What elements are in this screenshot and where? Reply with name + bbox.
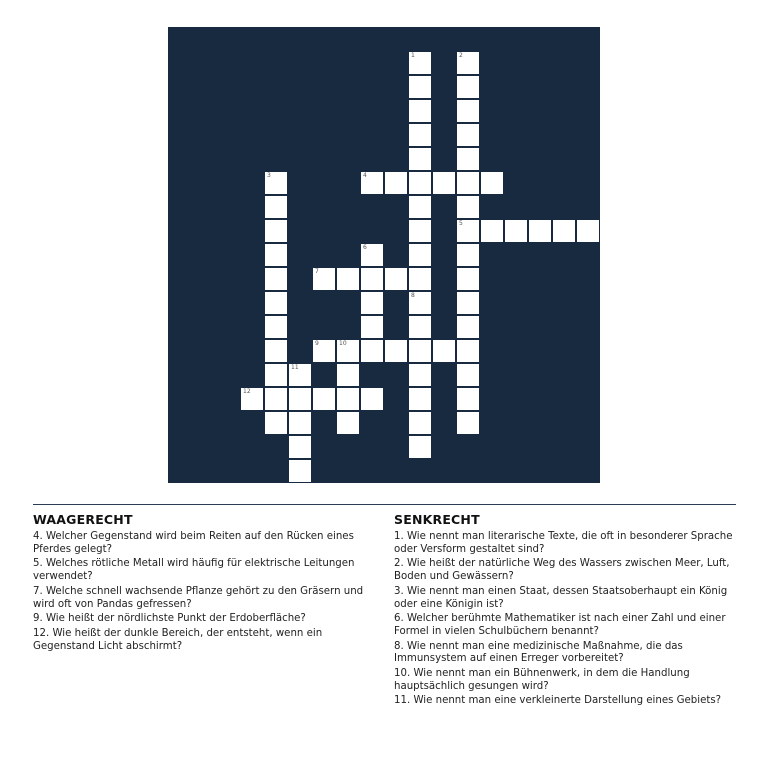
down-clue: 10. Wie nennt man ein Bühnenwerk, in dem die Handlung hauptsächlich gesungen wird? [394,668,690,692]
grid-cell[interactable] [361,268,383,290]
clue-number: 5 [459,220,463,227]
grid-cell[interactable] [313,340,335,362]
grid-cell[interactable] [409,364,431,386]
down-clue: 11. Wie nennt man eine verkleinerte Darstellung eines Gebiets? [394,695,722,707]
grid-cell[interactable] [337,412,359,434]
grid-cell[interactable] [337,364,359,386]
grid-cell[interactable] [289,388,311,410]
down-clue: 6. Welcher berühmte Mathematiker ist nach einer Zahl und einer Formel in vielen Schulbüchern benannt? [394,613,726,637]
grid-cell[interactable] [409,412,431,434]
grid-cell[interactable] [265,268,287,290]
down-clue: 1. Wie nennt man literarische Texte, die oft in besonderer Sprache oder Versform gestaltet sind? [394,531,733,555]
clue-number: 10 [339,340,347,347]
grid-cell[interactable] [457,52,479,74]
divider [33,504,736,505]
grid-cell[interactable] [457,100,479,122]
down-clue: 8. Wie nennt man eine medizinische Maßnahme, die das Immunsystem auf einen Erreger vorbereitet? [394,640,683,665]
grid-cell[interactable] [361,340,383,362]
grid-cell[interactable] [433,172,455,194]
grid-cell[interactable] [337,388,359,410]
grid-cell[interactable] [457,268,479,290]
grid-cell[interactable] [337,268,359,290]
grid-cell[interactable] [313,388,335,410]
grid-cell[interactable] [385,340,407,362]
grid-cell[interactable] [265,340,287,362]
grid-cell[interactable] [409,436,431,458]
grid-cell[interactable] [409,388,431,410]
grid-cell[interactable] [361,292,383,314]
grid-cell[interactable] [457,412,479,434]
across-clue: 4. Welcher Gegenstand wird beim Reiten auf den Rücken eines Pferdes gelegt? [33,531,354,555]
grid-cell[interactable] [457,124,479,146]
grid-cell[interactable] [457,172,479,194]
grid-cell[interactable] [265,172,287,194]
grid-cell[interactable] [457,244,479,266]
grid-cell[interactable] [529,220,551,242]
grid-cell[interactable] [289,412,311,434]
grid-cell[interactable] [457,220,479,242]
grid-cell[interactable] [409,76,431,98]
grid-cell[interactable] [409,340,431,362]
grid-cell[interactable] [385,172,407,194]
grid-cell[interactable] [361,388,383,410]
clue-number: 9 [315,340,319,347]
grid-cell[interactable] [289,436,311,458]
grid-cell[interactable] [409,316,431,338]
grid-cell[interactable] [457,76,479,98]
grid-cell[interactable] [409,220,431,242]
across-clue: 12. Wie heißt der dunkle Bereich, der entsteht, wenn ein Gegenstand Licht abschirmt? [33,627,323,652]
grid-cell[interactable] [361,316,383,338]
down-clue: 3. Wie nennt man einen Staat, dessen Staatsoberhaupt ein König oder eine Königin ist? [394,585,728,610]
grid-cell[interactable] [457,316,479,338]
grid-cell[interactable] [409,292,431,314]
grid-cell[interactable] [265,220,287,242]
grid-cell[interactable] [409,124,431,146]
grid-cell[interactable] [361,244,383,266]
clue-number: 11 [291,364,299,371]
grid-cell[interactable] [265,316,287,338]
clue-number: 8 [411,292,415,299]
grid-cell[interactable] [289,364,311,386]
across-clue: 7. Welche schnell wachsende Pflanze gehört zu den Gräsern und wird oft von Pandas gefressen? [33,585,364,610]
grid-cell[interactable] [289,460,311,482]
grid-cell[interactable] [265,388,287,410]
grid-cell[interactable] [265,244,287,266]
grid-cell[interactable] [409,268,431,290]
clue-number: 3 [267,172,271,179]
grid-cell[interactable] [457,148,479,170]
grid-cell[interactable] [409,148,431,170]
across-heading: WAAGERECHT [33,512,133,527]
clue-number: 7 [315,268,319,275]
down-clues [394,512,734,710]
grid-cell[interactable] [457,196,479,218]
grid-cell[interactable] [553,220,575,242]
across-clues [33,512,373,655]
grid-cell[interactable] [457,364,479,386]
grid-cell[interactable] [265,412,287,434]
clue-number: 4 [363,172,367,179]
grid-cell[interactable] [409,196,431,218]
grid-cell[interactable] [481,172,503,194]
across-clue: 5. Welches rötliche Metall wird häufig für elektrische Leitungen verwendet? [33,558,355,583]
grid-cell[interactable] [457,388,479,410]
grid-cell[interactable] [313,268,335,290]
clue-number: 12 [243,388,251,395]
grid-cell[interactable] [265,364,287,386]
grid-cell[interactable] [265,196,287,218]
grid-cell[interactable] [409,100,431,122]
clue-number: 1 [411,52,415,59]
grid-cell[interactable] [409,52,431,74]
grid-cell[interactable] [409,244,431,266]
grid-cell[interactable] [265,292,287,314]
grid-cell[interactable] [361,172,383,194]
grid-cell[interactable] [385,268,407,290]
grid-cell[interactable] [337,340,359,362]
grid-cell[interactable] [457,340,479,362]
grid-cell[interactable] [505,220,527,242]
grid-cell[interactable] [433,340,455,362]
grid-cell[interactable] [409,172,431,194]
grid-cell[interactable] [481,220,503,242]
down-clue: 2. Wie heißt der natürliche Weg des Wassers zwischen Meer, Luft, Boden und Gewässern? [394,558,730,583]
clue-number: 2 [459,52,463,59]
grid-cell[interactable] [577,220,599,242]
crossword-board [168,27,600,483]
clue-number: 6 [363,244,367,251]
grid-cell[interactable] [457,292,479,314]
down-heading: SENKRECHT [394,512,480,527]
grid-cell[interactable] [241,388,263,410]
across-clue: 9. Wie heißt der nördlichste Punkt der Erdoberfläche? [33,613,306,625]
